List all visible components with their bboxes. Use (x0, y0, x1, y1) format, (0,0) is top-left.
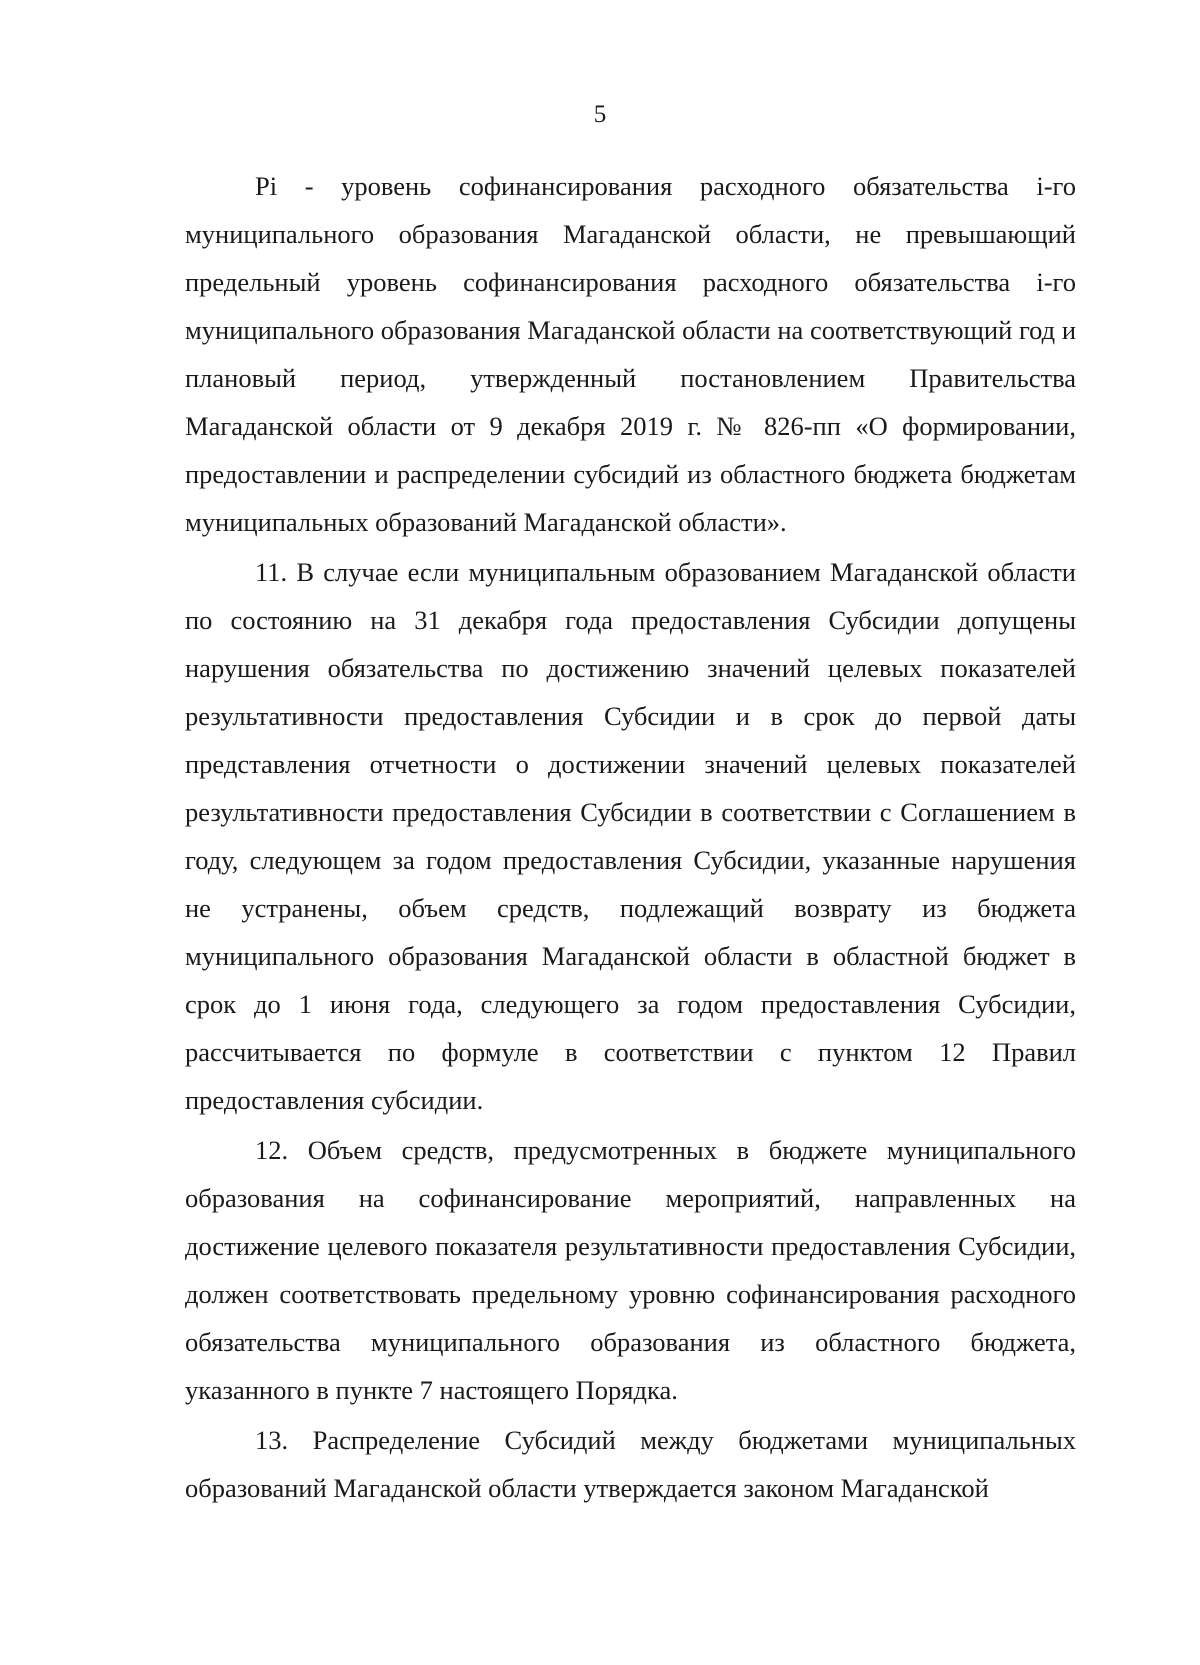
paragraph-cofinancing-level: Pi - уровень софинансирования расходного обязательства i-го муниципального образования Магаданской области, не превышающий предельный уровень софинансирования расходного обязательства i-го муниципального образования Магаданской области на соответствующий год и плановый период, утвержденный постановлением Правительства Магаданской области от 9 декабря 2019 г. № 826-пп «О формировании, предоставлении и распределении субсидий из областного бюджета бюджетам муниципальных образований Магаданской области». (185, 171, 1076, 537)
paragraph-11-refund-volume: 11. В случае если муниципальным образованием Магаданской области по состоянию на 31 декабря года предоставления Субсидии допущены нарушения обязательства по достижению значений целевых показателей результативности предоставления Субсидии и в срок до первой даты представления отчетности о достижении значений целевых показателей результативности предоставления Субсидии в соответствии с Соглашением в году, следующем за годом предоставления Субсидии, указанные нарушения не устранены, объем средств, подлежащий возврату из бюджета муниципального образования Магаданской области в областной бюджет в срок до 1 июня года, следующего за годом предоставления Субсидии, рассчитывается по формуле в соответствии с пунктом 12 Правил предоставления субсидии. (185, 557, 1076, 1115)
paragraph-12-funds-volume: 12. Объем средств, предусмотренных в бюджете муниципального образования на софинансирование мероприятий, направленных на достижение целевого показателя результативности предоставления Субсидии, должен соответствовать предельному уровню софинансирования расходного обязательства муниципального образования из областного бюджета, указанного в пункте 7 настоящего Порядка. (185, 1135, 1076, 1405)
document-body (185, 162, 1076, 1512)
page-number: 5 (593, 101, 607, 128)
paragraph-13-subsidy-distribution: 13. Распределение Субсидий между бюджетами муниципальных образований Магаданской области утверждается законом Магаданской (185, 1425, 1076, 1503)
